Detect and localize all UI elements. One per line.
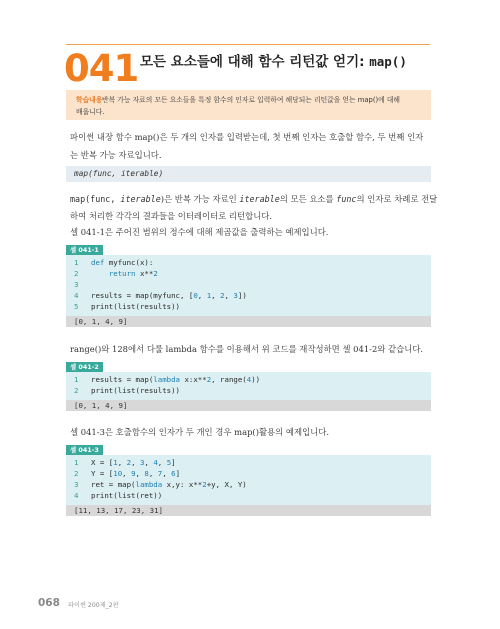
learning-text-line2: 배웁니다. (76, 108, 105, 116)
desc-line2: 하여 처리한 각각의 결과들을 이터레이터로 리턴합니다. (70, 211, 273, 221)
output-block: [11, 13, 17, 23, 31] (66, 505, 431, 516)
code-block (66, 372, 431, 400)
desc-line3: 셀 041-1은 주어진 범위의 정수에 대해 제곱값을 출력하는 예제입니다. (70, 227, 329, 237)
book-title: 파이썬 200제_2판 (68, 602, 119, 609)
learning-summary-box (66, 90, 431, 120)
code-line: 5 print(list(results)) (74, 302, 180, 311)
code-line: 3 ret = map(lambda x,y: x**2+y, X, Y) (74, 480, 247, 489)
cell-label: 셀 041-2 (66, 362, 101, 372)
title-text: 모든 요소들에 대해 함수 리턴값 얻기: (140, 54, 370, 70)
header-rule (66, 44, 430, 45)
code-line: 1 X = [1, 2, 3, 4, 5] (74, 458, 176, 467)
code-block (66, 455, 431, 505)
intro-line1: 파이썬 내장 함수 map()은 두 개의 인자를 입력받는데, 첫 번째 인자는 호출할 함수, 두 번째 인자 (70, 132, 424, 142)
page-number: 068 (38, 597, 60, 609)
code-line: 2 return x**2 (74, 269, 158, 278)
output-block: [0, 1, 4, 9] (66, 316, 431, 327)
desc-line1: map(func, iterable)은 반복 가능 자료인 iterable의 모든 요소를 func의 인자로 차례로 전달 (70, 194, 438, 204)
learning-text-line1: 반복 가능 자료의 모든 요소들을 특정 함수의 인자로 입력하여 해당되는 리턴값을 얻는 map()에 대해 (102, 96, 400, 104)
code-line: 1 def myfunc(x): (74, 258, 154, 267)
code-line: 2 Y = [10, 9, 8, 7, 6] (74, 469, 181, 478)
syntax-box (66, 166, 431, 182)
section-title (140, 50, 407, 70)
code-line: 4 results = map(myfunc, [0, 1, 2, 3]) (74, 291, 247, 300)
code-line: 4 print(list(ret)) (74, 491, 163, 500)
code-line: 3 (74, 280, 79, 289)
output-block: [0, 1, 4, 9] (66, 400, 431, 411)
learning-label: 학습내용 (76, 96, 103, 104)
middle-text: range()와 128에서 다룰 lambda 함수를 이용해서 위 코드를 재작성하면 셀 041-2와 같습니다. (70, 344, 424, 354)
code-block (66, 255, 431, 316)
intro-line2: 는 반복 가능 자료입니다. (70, 150, 162, 160)
code-line: 2 print(list(results)) (74, 386, 180, 395)
cell-label: 셀 041-3 (66, 445, 101, 455)
syntax-text: map(func, iterable) (74, 169, 164, 178)
title-code: map() (369, 54, 407, 69)
code-line: 1 results = map(lambda x:x**2, range(4)) (74, 375, 261, 384)
section-number: 041 (64, 47, 139, 90)
cell-label: 셀 041-1 (66, 245, 101, 255)
lower-text: 셀 041-3은 호출함수의 인자가 두 개인 경우 map()활용의 예제입니다. (70, 427, 330, 437)
